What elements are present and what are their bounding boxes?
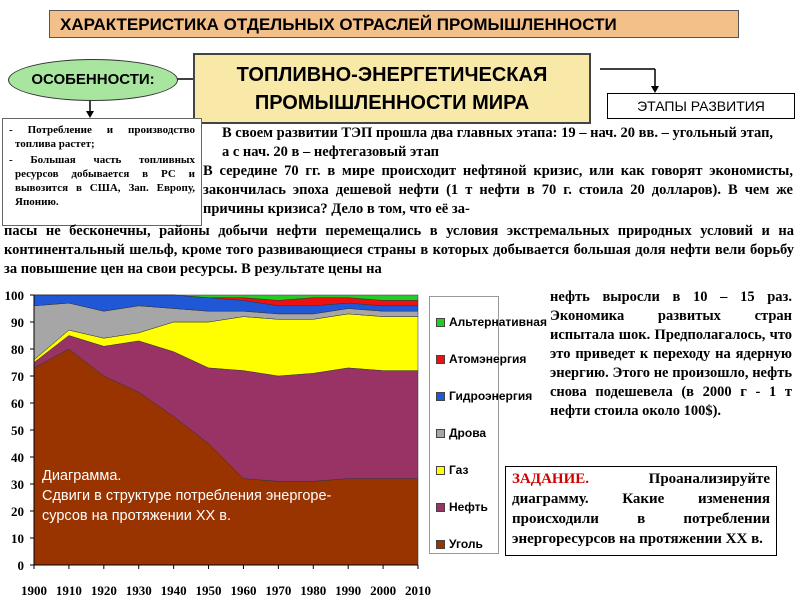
- legend-label: Альтернативная: [449, 315, 547, 329]
- y-tick-label: 60: [11, 396, 24, 411]
- side-paragraph: нефть выросли в 10 – 15 раз. Экономика развитых стран испытала шок. Предполагалось, что это приведет к переходу на ядерную энергию. Этого не произошло, нефть снова подешевела (в 2000 г - 1 т нефти стоила около 100$).: [550, 289, 792, 419]
- arrow-down-icon: [86, 111, 94, 118]
- diagram-caption: [42, 466, 402, 526]
- task-text: Проанализируйте диаграмму. Какие изменения происходили в потреблении энергоресурсов на протяжении XX в.: [512, 471, 770, 547]
- legend-swatch: [436, 503, 445, 512]
- diagram-caption-line: Сдвиги в структуре потребления энергоре-: [42, 488, 332, 504]
- y-tick-label: 20: [11, 504, 24, 519]
- legend-entry: [436, 352, 526, 366]
- legend-swatch: [436, 429, 445, 438]
- features-item: - Большая часть топливных ресурсов добывается в РС и вывозится в США, Зап. Европу, Японию.: [9, 154, 195, 208]
- x-tick-label: 2010: [405, 583, 431, 598]
- main-title-line2: ПРОМЫШЛЕННОСТИ МИРА: [254, 92, 530, 114]
- y-tick-label: 70: [11, 369, 24, 384]
- main-title-box: [193, 53, 591, 124]
- diagram-caption-line: Диаграмма.: [42, 468, 122, 484]
- legend-label: Дрова: [449, 426, 487, 440]
- features-list: [2, 118, 202, 226]
- legend-swatch: [436, 466, 445, 475]
- x-tick-label: 1960: [230, 583, 257, 598]
- task-box: [505, 466, 777, 556]
- legend-entry: [436, 537, 483, 551]
- y-tick-label: 10: [11, 531, 24, 546]
- legend-label: Нефть: [449, 500, 488, 514]
- legend-label: Уголь: [449, 537, 483, 551]
- legend-swatch: [436, 318, 445, 327]
- main-title-line1: ТОПЛИВНО-ЭНЕРГЕТИЧЕСКАЯ: [236, 64, 548, 86]
- legend-label: Гидроэнергия: [449, 389, 533, 403]
- x-tick-label: 1980: [300, 583, 327, 598]
- y-tick-label: 80: [11, 342, 24, 357]
- legend-swatch: [436, 540, 445, 549]
- area-chart: [0, 284, 440, 600]
- stage-note: В своем развитии ТЭП прошла два главных этапа: 19 – нач. 20 вв. – угольный этап, а с нач. 20 в – нефтегазовый этап: [222, 125, 774, 160]
- y-tick-label: 0: [17, 558, 24, 573]
- features-item: - Потребление и производство топлива растет;: [9, 124, 195, 150]
- features-oval: ОСОБЕННОСТИ:: [8, 59, 178, 101]
- arrow-down-icon: [651, 86, 659, 93]
- legend-label: Атомэнергия: [449, 352, 527, 366]
- x-tick-label: 1920: [90, 583, 117, 598]
- y-tick-label: 50: [11, 423, 24, 438]
- x-tick-label: 1970: [265, 583, 292, 598]
- legend-entry: [436, 500, 488, 514]
- x-tick-label: 1900: [21, 583, 47, 598]
- y-tick-label: 40: [11, 450, 24, 465]
- y-tick-label: 90: [11, 315, 24, 330]
- x-tick-label: 1910: [55, 583, 82, 598]
- stages-box: ЭТАПЫ РАЗВИТИЯ: [607, 93, 795, 119]
- legend-entry: [436, 463, 468, 477]
- x-tick-label: 1930: [125, 583, 152, 598]
- legend-entry: [436, 315, 547, 329]
- x-tick-label: 1940: [160, 583, 187, 598]
- legend-label: Газ: [449, 463, 469, 477]
- legend-swatch: [436, 392, 445, 401]
- diagram-caption-line: сурсов на протяжении XX в.: [42, 508, 231, 524]
- x-tick-label: 1990: [335, 583, 362, 598]
- y-tick-label: 100: [4, 288, 24, 303]
- y-tick-label: 30: [11, 477, 24, 492]
- x-tick-label: 2000: [370, 583, 397, 598]
- legend-swatch: [436, 355, 445, 364]
- x-tick-label: 1950: [195, 583, 222, 598]
- crisis-paragraph-top: В середине 70 гг. в мире происходит нефтяной кризис, или как говорят экономисты, закончилась эпоха дешевой нефти (1 т нефти в 70 г. стоила 20 долларов). В чем же причины кризиса? Дело в том, что её за-: [203, 163, 793, 217]
- crisis-paragraph-full: пасы не бесконечны, районы добычи нефти перемещались в условия экстремальных природных условий и на континентальный шельф, кроме того развивающиеся страны в которых добывается большая доля нефти вели борьбу за повышение цен на свои ресурсы. В результате цены на: [4, 223, 794, 277]
- page-title: ХАРАКТЕРИСТИКА ОТДЕЛЬНЫХ ОТРАСЛЕЙ ПРОМЫШЛЕННОСТИ: [49, 10, 739, 38]
- task-head: ЗАДАНИЕ.: [512, 471, 589, 487]
- legend-entry: [436, 426, 486, 440]
- chart-legend: [429, 296, 547, 554]
- legend-entry: [436, 389, 532, 403]
